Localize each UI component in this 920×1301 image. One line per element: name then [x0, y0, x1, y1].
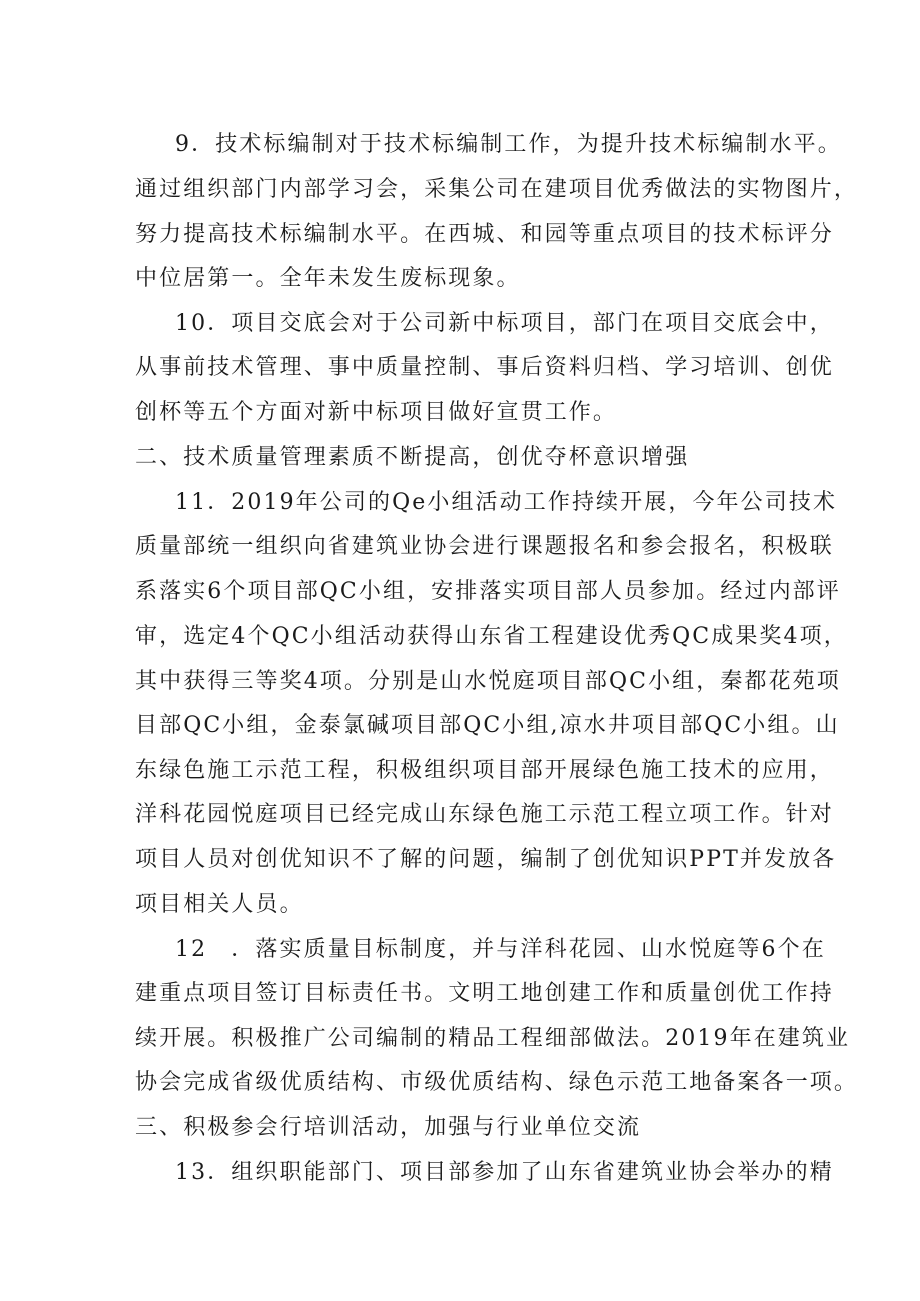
paragraph-12-line-1: 12 ．落实质量目标制度，并与洋科花园、山水悦庭等6个在: [175, 937, 826, 962]
paragraph-9-line-4: 中位居第一。全年未发生废标现象。: [135, 266, 521, 291]
paragraph-11-line-4: 审，选定4个QC小组活动获得山东省工程建设优秀QC成果奖4项，: [135, 624, 848, 649]
paragraph-10-line-3: 创杯等五个方面对新中标项目做好宣贯工作。: [135, 400, 618, 425]
paragraph-11-line-7: 东绿色施工示范工程，积极组织项目部开展绿色施工技术的应用，: [135, 758, 834, 783]
paragraph-11-line-10: 项目相关人员。: [135, 892, 304, 917]
paragraph-11-line-3: 系落实6个项目部QC小组，安排落实项目部人员参加。经过内部评: [135, 579, 841, 604]
paragraph-12-line-2: 建重点项目签订目标责任书。文明工地创建工作和质量创优工作持: [135, 981, 834, 1006]
paragraph-11-line-8: 洋科花园悦庭项目已经完成山东绿色施工示范工程立项工作。针对: [135, 802, 834, 827]
paragraph-10-line-1: 10．项目交底会对于公司新中标项目，部门在项目交底会中，: [175, 311, 834, 336]
paragraph-11-line-1: 11．2019年公司的Qe小组活动工作持续开展，今年公司技术: [175, 490, 838, 515]
paragraph-9-line-1: 9．技术标编制对于技术标编制工作，为提升技术标编制水平。: [175, 132, 842, 157]
paragraph-12-line-3: 续开展。积极推广公司编制的精品工程细部做法。2019年在建筑业: [135, 1026, 851, 1051]
paragraph-9-line-2: 通过组织部门内部学习会，采集公司在建项目优秀做法的实物图片，: [135, 177, 859, 202]
paragraph-11-line-9: 项目人员对创优知识不了解的问题，编制了创优知识PPT并发放各: [135, 847, 837, 872]
paragraph-9-line-3: 努力提高技术标编制水平。在西城、和园等重点项目的技术标评分: [135, 222, 834, 247]
paragraph-11-line-6: 目部QC小组，金泰氯碱项目部QC小组,凉水井项目部QC小组。山: [135, 713, 840, 738]
section-heading-3: 三、积极参会行培训活动，加强与行业单位交流: [135, 1115, 642, 1140]
paragraph-12-line-4: 协会完成省级优质结构、市级优质结构、绿色示范工地备案各一项。: [135, 1070, 859, 1095]
paragraph-11-line-2: 质量部统一组织向省建筑业协会进行课题报名和参会报名，积极联: [135, 534, 834, 559]
section-heading-2: 二、技术质量管理素质不断提高，创优夺杯意识增强: [135, 445, 690, 470]
paragraph-10-line-2: 从事前技术管理、事中质量控制、事后资料归档、学习培训、创优: [135, 355, 834, 380]
paragraph-11-line-5: 其中获得三等奖4项。分别是山水悦庭项目部QC小组，秦都花苑项: [135, 669, 841, 694]
paragraph-13-line-1: 13．组织职能部门、项目部参加了山东省建筑业协会举办的精: [175, 1160, 834, 1185]
